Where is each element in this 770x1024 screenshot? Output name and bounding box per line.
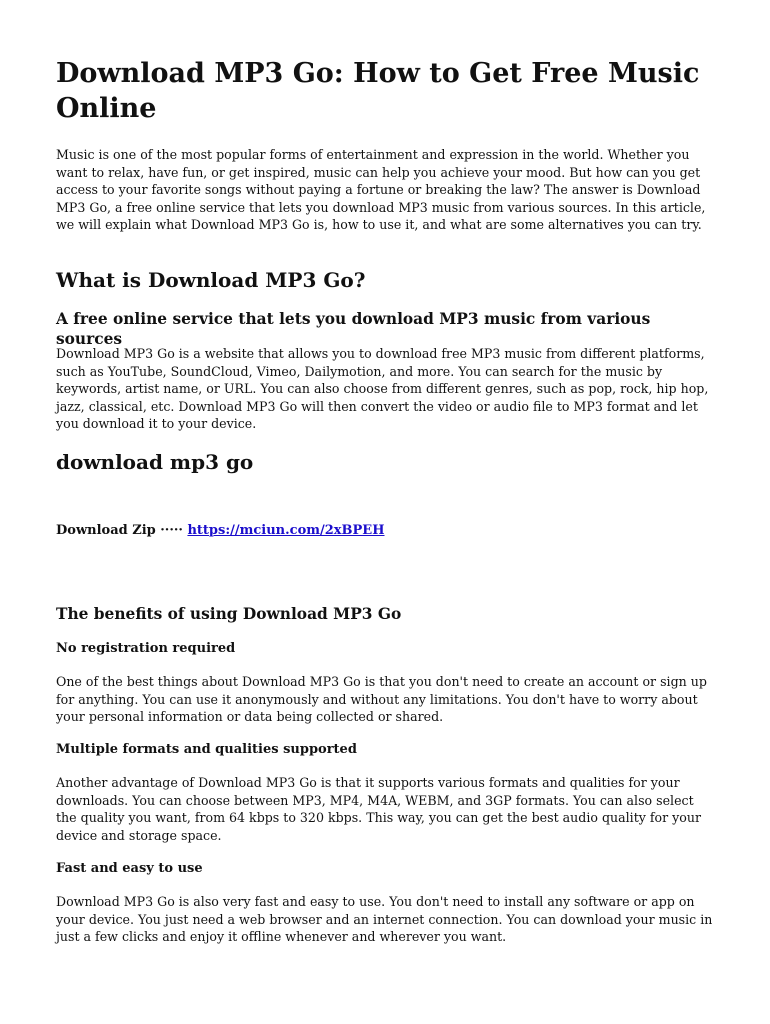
section-heading-what: What is Download MP3 Go? <box>56 268 366 292</box>
benefit-body: Another advantage of Download MP3 Go is that it supports various formats and qualities for your downloads. You can choose between MP3, MP4, M4A, WEBM, and 3GP formats. You can also select the quality you want, from 64 kbps to 320 kbps. This way, you can get the best audio quality for your device and storage space. <box>56 775 701 843</box>
benefit-body: Download MP3 Go is also very fast and easy to use. You don't need to install any software or app on your device. You just need a web browser and an internet connection. You can download your music in just a few clicks and enjoy it offline whenever and wherever you want. <box>56 894 713 945</box>
download-line <box>56 522 385 540</box>
benefit-title: Fast and easy to use <box>56 861 203 876</box>
intro-paragraph: Music is one of the most popular forms of entertainment and expression in the world. Whether you want to relax, have fun, or get inspired, music can help you achieve your mood. But how can you get access to your favorite songs without paying a fortune or breaking the law? The answer is Download MP3 Go, a free online service that lets you download MP3 music from various sources. In this article, we will explain what Download MP3 Go is, how to use it, and what are some alternatives you can try. <box>56 147 706 233</box>
download-label: Download Zip ····· <box>56 523 183 538</box>
keyword-heading: download mp3 go <box>56 450 254 474</box>
page-title: Download MP3 Go: How to Get Free Music Online <box>56 58 700 124</box>
benefit-body: One of the best things about Download MP3 Go is that you don't need to create an account or sign up for anything. You can use it anonymously and without any limitations. You don't have to worry about your personal information or data being collected or shared. <box>56 674 707 725</box>
section-subheading-what: A free online service that lets you download MP3 music from various sources <box>56 310 651 348</box>
benefit-title: Multiple formats and qualities supported <box>56 742 357 757</box>
benefit-title: No registration required <box>56 641 236 656</box>
download-link[interactable]: https://mciun.com/2xBPEH <box>187 523 385 538</box>
benefits-heading: The benefits of using Download MP3 Go <box>56 605 402 623</box>
what-paragraph: Download MP3 Go is a website that allows you to download free MP3 music from different platforms, such as YouTube, SoundCloud, Vimeo, Dailymotion, and more. You can search for the music by keywords, artist name, or URL. You can also choose from different genres, such as pop, rock, hip hop, jazz, classical, etc. Download MP3 Go will then convert the video or audio file to MP3 format and let you download it to your device. <box>56 346 709 432</box>
